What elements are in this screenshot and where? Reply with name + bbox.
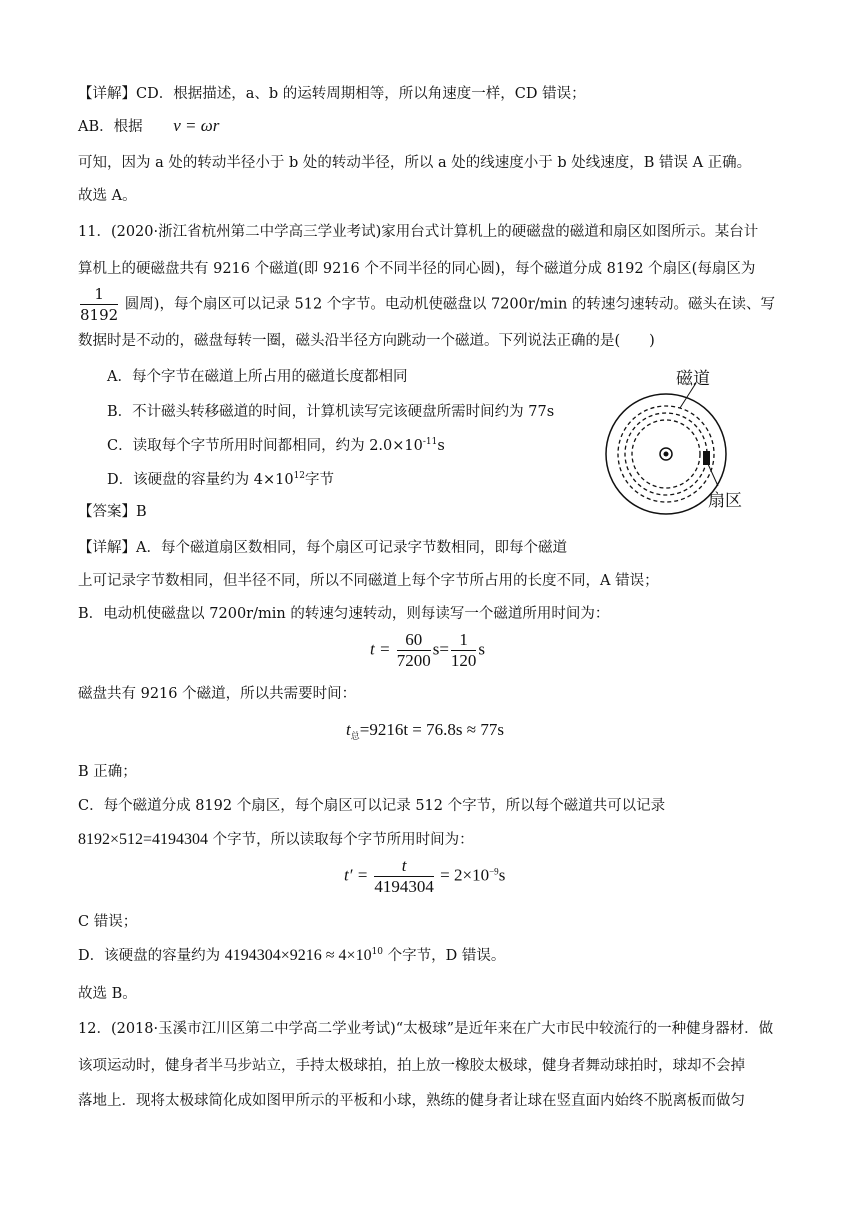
detail-line: 8192×512=4194304 个字节，所以读取每个字节所用时间为：: [78, 831, 474, 848]
option-a: A．每个字节在磁道上所占用的磁道长度都相同: [107, 369, 408, 385]
detail-line: B 正确；: [78, 764, 137, 780]
label-sector: 扇区: [708, 491, 742, 511]
formula-v-omega-r: v = ωr: [173, 116, 220, 135]
detail-line: 【详解】A．每个磁道扇区数相同，每个扇区可记录字节数相同，即每个磁道: [78, 540, 567, 556]
question-11-stem: 数据时是不动的，磁盘每转一圈，磁头沿半径方向跳动一个磁道。下列说法正确的是( ): [78, 333, 655, 349]
fraction-1-8192: $\frac{1}{8192}$: [80, 285, 119, 324]
question-12-stem: 12．(2018·玉溪市江川区第二中学高二学业考试)“太极球”是近年来在广大市民中较流行的一种健身器材．做: [78, 1021, 774, 1037]
equation-t-prime: t′ = $\frac{t}{4194304}$ = $2\times 10^{-9}s$: [344, 856, 506, 896]
detail-line: C 错误；: [78, 914, 138, 930]
option-c: C．读取每个字节所用时间都相同，约为 $2.0\times 10^{-11}s$: [107, 437, 445, 454]
detail-line: 故选 A。: [78, 188, 137, 204]
option-d: D．该硬盘的容量约为 $4\times 10^{12}$字节: [107, 471, 335, 488]
equation-t: t = $\frac{60}{7200}$ s= $\frac{1}{120}$ s: [370, 630, 486, 670]
detail-line: 可知，因为 a 处的转动半径小于 b 处的转动半径，所以 a 处的线速度小于 b 处线速度，B 错误 A 正确。: [78, 155, 752, 171]
label-track: 磁道: [676, 369, 710, 389]
detail-line: 故选 B。: [78, 986, 137, 1002]
question-12-stem: 落地上．现将太极球简化成如图甲所示的平板和小球，熟练的健身者让球在竖直面内始终不脱离板而做匀: [78, 1093, 745, 1109]
hard-disk-figure: [600, 358, 760, 518]
detail-line: D．该硬盘的容量约为 $4194304\times 9216 \approx 4\times 10^{10}$ 个字节，D 错误。: [78, 947, 506, 964]
option-b: B．不计磁头转移磁道的时间，计算机读写完该硬盘所需时间约为 77s: [107, 404, 555, 420]
question-12-stem: 该项运动时，健身者半马步站立，手持太极球拍，拍上放一橡胶太极球，健身者舞动球拍时，球却不会掉: [78, 1058, 745, 1074]
question-11-stem: 算机上的硬磁盘共有 9216 个磁道(即 9216 个不同半径的同心圆)，每个磁道分成 8192 个扇区(每扇区为: [78, 261, 756, 277]
detail-line: B．电动机使磁盘以 7200r/min 的转速匀速转动，则每读写一个磁道所用时间为：: [78, 606, 610, 622]
answer: 【答案】B: [78, 504, 147, 520]
detail-line: 磁盘共有 9216 个磁道，所以共需要时间：: [78, 686, 357, 702]
equation-total-time: $t_总=9216t = 76.8s \approx 77s$: [346, 720, 504, 741]
detail-line: 【详解】CD．根据描述，a、b 的运转周期相等，所以角速度一样，CD 错误；: [78, 86, 586, 102]
detail-line: C．每个磁道分成 8192 个扇区，每个扇区可以记录 512 个字节，所以每个磁道共可以记录: [78, 798, 666, 814]
detail-line: 上可记录字节数相同，但半径不同，所以不同磁道上每个字节所占用的长度不同，A 错误；: [78, 573, 659, 589]
question-11-stem: 11．(2020·浙江省杭州第二中学高三学业考试)家用台式计算机上的硬磁盘的磁道和扇区如图所示。某台计: [78, 224, 759, 240]
question-11-stem: $\frac{1}{8192}$ 圆周)，每个扇区可以记录 512 个字节。电动机使磁盘以 7200r/min 的转速匀速转动。磁头在读、写: [80, 285, 776, 324]
detail-line: AB．根据 v = ωr: [78, 116, 220, 135]
